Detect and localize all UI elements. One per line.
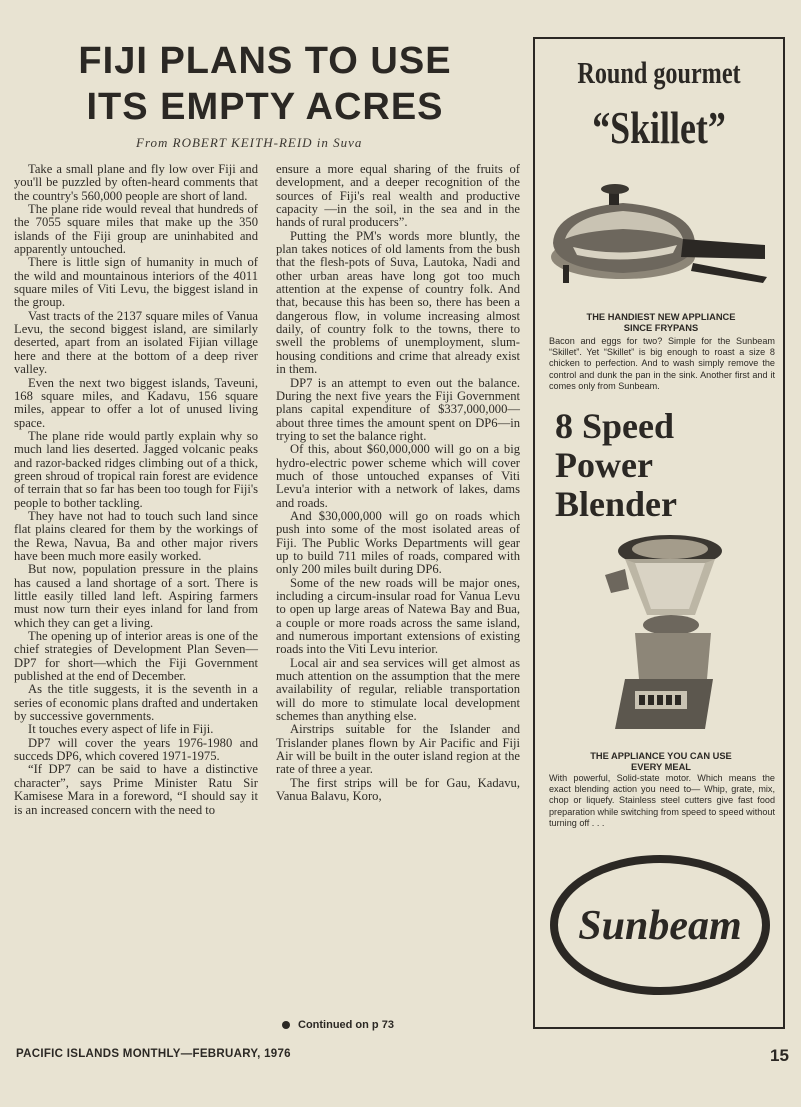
skillet-description: Bacon and eggs for two? Simple for the Sunbeam “Skillet”. Yet “Skillet” is big enough to roast a size 8 chicken to perfection. And to wash simply remove the control and dunk the pan in the sink. Another first and it comes only from Sunbeam. <box>549 336 775 391</box>
paragraph: The plane ride would reveal that hundreds of the 7055 square miles that make up the 350 islands of the Fiji group are uninhabited and apparently untouched. <box>14 202 258 257</box>
blender-heading <box>545 751 777 773</box>
paragraph: As the title suggests, it is the seventh in a series of economic plans drafted and undertaken by successive governments. <box>14 682 258 724</box>
skillet-illustration <box>543 169 779 307</box>
blender-description: With powerful, Solid-state motor. Which means the exact blending action you need to— Whip, grate, mix, chop or liquefy. Stainless steel cutters give fast food preparation while switching from speed to speed without turning off . . . <box>549 773 775 828</box>
skillet-heading-line-2: SINCE FRYPANS <box>623 323 699 333</box>
page-number: 15 <box>770 1046 789 1065</box>
paragraph: Of this, about $60,000,000 will go on a big hydro-electric power scheme which will cover much of those untouched expanses of Viti Levu'a interior with a network of lakes, dams and roads. <box>276 442 520 510</box>
blender-title-line-2: Power <box>555 445 653 485</box>
blender-title <box>555 407 775 524</box>
paragraph: DP7 will cover the years 1976-1980 and succeds DP6, which covered 1971-1975. <box>14 735 258 764</box>
paragraph: They have not had to touch such land since flat plains cleared for them by the workings of the Rewa, Navua, Ba and other major rivers have been much more easily worked. <box>14 508 258 563</box>
publication-footer: PACIFIC ISLANDS MONTHLY—FEBRUARY, 1976 <box>16 1048 291 1060</box>
article-headline <box>30 38 500 130</box>
paragraph: Putting the PM's words more bluntly, the plan takes notices of old laments from the bush that the flesh-pots of Suva, Lautoka, Nadi and other urban areas have long got too much attention at the expense of country folk. And that, because this has been so, there has been a dangerous flow, in volume increasing almost daily, of country folk to the towns, there to swell the problems of unemployment, slum-housing conditions and crime that already exist in them. <box>276 228 520 377</box>
paragraph: Take a small plane and fly low over Fiji and you'll be puzzled by often-heard comments that the country's 560,000 people are short of land. <box>14 162 258 203</box>
ad-title-line-2: “Skillet” <box>592 102 726 153</box>
paragraph: The first strips will be for Gau, Kadavu, Vanua Balavu, Koro, <box>276 775 520 804</box>
sunbeam-wordmark: Sunbeam <box>578 903 742 949</box>
paragraph: DP7 is an attempt to even out the balance. During the next five years the Fiji Government plans capital expenditure of $337,000,000—about three times the amount spent on DP6—in trying to set the balance right. <box>276 375 520 443</box>
skillet-heading <box>545 312 777 334</box>
continued-text: Continued on p 73 <box>298 1019 394 1031</box>
blender-title-line-3: Blender <box>555 484 677 524</box>
paragraph: Some of the new roads will be major ones, including a circum-insular road for Vanua Levu to open up large areas of Natewa Bay and Bua, a couple or more roads across the same island, and numerous important extensions of existing roads into the Viti Levu interior. <box>276 575 520 657</box>
ad-title-line-1: Round gourmet <box>577 55 741 90</box>
article-byline: From ROBERT KEITH-REID in Suva <box>136 135 363 150</box>
continued-note <box>282 1019 394 1031</box>
paragraph: “If DP7 can be said to have a distinctive character”, says Prime Minister Ratu Sir Kamisese Mara in a foreword, “I should say it is an increased concern with the need to <box>14 762 258 817</box>
blender-heading-line-2: EVERY MEAL <box>631 762 691 772</box>
sunbeam-advertisement <box>533 37 785 1029</box>
paragraph: Airstrips suitable for the Islander and Trislander planes flown by Air Pacific and Fiji Air will be built in the outer island region at the rate of three a year. <box>276 722 520 777</box>
blender-title-line-1: 8 Speed <box>555 406 675 446</box>
paragraph: Even the next two biggest islands, Taveuni, 168 square miles, and Kadavu, 156 square miles, appear to offer a lot of unused living space. <box>14 375 258 430</box>
paragraph: ensure a more equal sharing of the fruits of development, and a deeper recognition of the sources of Fiji's real wealth and productive capacity —in the soil, in the sea and in the hands of rural producers”. <box>276 162 520 230</box>
paragraph: There is little sign of humanity in much of the wild and mountainous interiors of the 4011 square miles of Viti Levu, the biggest island in the group. <box>14 255 258 310</box>
paragraph: The opening up of interior areas is one of the chief strategies of Development Plan Seven—DP7 for short—which the Fiji Government published at the end of December. <box>14 629 258 684</box>
bullet-icon <box>282 1021 290 1029</box>
headline-line-1: FIJI PLANS TO USE <box>78 40 452 82</box>
headline-line-2: ITS EMPTY ACRES <box>86 86 444 128</box>
sunbeam-logo <box>549 851 771 1001</box>
article-column-1 <box>14 163 258 817</box>
paragraph: But now, population pressure in the plains has caused a land shortage of a sort. There is little easily tilled land left. Aspiring farmers must now turn their eyes inland for land from which they can get a living. <box>14 562 258 630</box>
paragraph: Vast tracts of the 2137 square miles of Vanua Levu, the second biggest island, are similarly deserted, apart from an isolated Fijian village here and there at the bottom of a deep river valley. <box>14 308 258 377</box>
blender-heading-line-1: THE APPLIANCE YOU CAN USE <box>590 751 732 761</box>
paragraph: Local air and sea services will get almost as much attention on the assumption that the mere availability of regular, reliable transportation will do more to stimulate local development schemes than anything else. <box>276 655 520 724</box>
article-column-2 <box>276 163 520 804</box>
paragraph: And $30,000,000 will go on roads which push into some of the most isolated areas of Fiji. The Public Works Departments will gear up to build 711 miles of roads, compared with only 200 miles built during DP6. <box>276 508 520 577</box>
paragraph: The plane ride would partly explain why so much land lies deserted. Jagged volcanic peaks and razor-backed ridges climbing out of a thick, green shroud of tropical rain forest are evidence of terrain that so far has been too tough for Fiji's people to bother tackling. <box>14 428 258 510</box>
blender-illustration <box>585 529 735 749</box>
skillet-heading-line-1: THE HANDIEST NEW APPLIANCE <box>586 312 736 322</box>
paragraph: It touches every aspect of life in Fiji. <box>28 722 214 737</box>
